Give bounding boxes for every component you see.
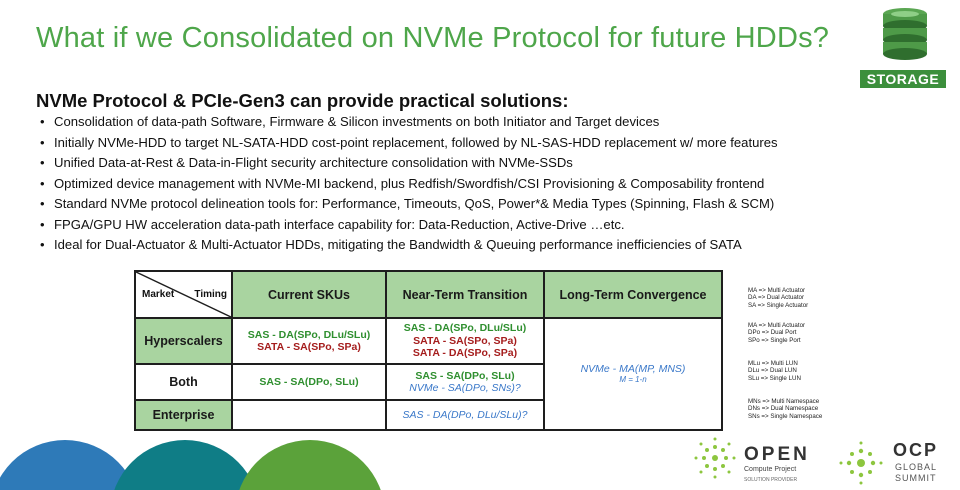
ocp-logo-word: OCP bbox=[893, 440, 939, 460]
market-timing-table bbox=[134, 270, 723, 431]
bullet-item: • Unified Data-at-Rest & Data-in-Flight security architecture consolidation with NVMe-SSDs bbox=[40, 153, 778, 174]
open-logo-sub2: SOLUTION PROVIDER bbox=[744, 477, 798, 483]
row-label-both: Both bbox=[135, 364, 232, 400]
decorative-circle-green bbox=[235, 440, 385, 490]
bullet-item: • FPGA/GPU HW acceleration data-path interface capability for: Data-Reduction, Active-Drive …etc. bbox=[40, 215, 778, 236]
legend-group-actuators bbox=[748, 287, 808, 309]
cell-line: SATA - DA(SPo, SPa) bbox=[412, 347, 518, 360]
slide-subtitle: NVMe Protocol & PCIe-Gen3 can provide practical solutions: bbox=[36, 90, 569, 111]
bullet-item: • Ideal for Dual-Actuator & Multi-Actuator HDDs, mitigating the Bandwidth & Queuing performance inefficiencies of SATA bbox=[40, 235, 778, 256]
legend-item: SA => Single Actuator bbox=[748, 301, 809, 309]
bullet-item: • Standard NVMe protocol delineation tools for: Performance, Timeouts, QoS, Power*& Media Types (Spinning, Flash & SCM) bbox=[40, 194, 778, 215]
bullet-item: • Optimized device management with NVMe-MI backend, plus Redfish/Swordfish/CSI Provisioning & Composability frontend bbox=[40, 174, 778, 195]
legend-item: MA => Multi Actuator bbox=[748, 287, 806, 294]
storage-badge: STORAGE bbox=[860, 70, 946, 88]
corner-timing-label: Timing bbox=[194, 289, 227, 300]
cell-line: NVMe - MA(MP, MNS) bbox=[580, 362, 686, 375]
legend-item: SNs => Single Namespace bbox=[748, 412, 823, 420]
legend-item: MLu => Multi LUN bbox=[748, 360, 798, 367]
database-icon bbox=[880, 6, 930, 64]
cell-hyperscalers-near bbox=[386, 318, 544, 364]
header-long-term: Long-Term Convergence bbox=[544, 271, 722, 318]
legend-item: DLu => Dual LUN bbox=[748, 367, 797, 375]
legend-item: SPo => Single Port bbox=[748, 336, 801, 344]
open-compute-logo bbox=[692, 435, 832, 485]
legend-item: DPo => Dual Port bbox=[748, 329, 797, 337]
legend-item: MA => Multi Actuator bbox=[748, 322, 806, 329]
legend-group-namespaces bbox=[748, 398, 822, 420]
cell-line: NVMe - SA(DPo, SNs)? bbox=[409, 382, 521, 394]
legend-item: DNs => Dual Namespace bbox=[748, 405, 819, 413]
open-logo-sub: Compute Project bbox=[744, 466, 797, 473]
bullet-list bbox=[40, 112, 778, 256]
cell-long-term-convergence bbox=[544, 318, 722, 430]
cell-enterprise-current bbox=[232, 400, 386, 430]
legend-group-ports bbox=[748, 322, 805, 344]
corner-market-label: Market bbox=[142, 289, 175, 300]
header-current-skus: Current SKUs bbox=[232, 271, 386, 318]
ocp-logo-line2: SUMMIT bbox=[895, 473, 937, 483]
open-logo-word: OPEN bbox=[744, 444, 810, 465]
open-compute-sunburst-icon bbox=[692, 435, 738, 481]
row-label-hyperscalers: Hyperscalers bbox=[135, 318, 232, 364]
cell-hyperscalers-current bbox=[232, 318, 386, 364]
cell-line: SATA - SA(SPo, SPa) bbox=[413, 334, 517, 347]
cell-line: SAS - DA(SPo, DLu/SLu) bbox=[403, 322, 527, 335]
slide-title: What if we Consolidated on NVMe Protocol for future HDDs? bbox=[36, 22, 830, 54]
legend-item: SLu => Single LUN bbox=[748, 374, 801, 382]
cell-line: SATA - SA(SPo, SPa) bbox=[257, 341, 361, 353]
bullet-item: • Consolidation of data-path Software, Firmware & Silicon investments on both Initiator and Target devices bbox=[40, 112, 778, 133]
legend-group-luns bbox=[748, 360, 801, 382]
cell-line: SAS - DA(SPo, DLu/SLu) bbox=[247, 328, 371, 341]
ocp-logo-line1: GLOBAL bbox=[895, 462, 938, 472]
ocp-global-summit-logo bbox=[838, 438, 948, 488]
cell-line: SAS - SA(DPo, SLu) bbox=[415, 369, 515, 382]
decorative-circle-teal bbox=[110, 440, 260, 490]
table-corner-cell bbox=[135, 271, 232, 318]
cell-both-near bbox=[386, 364, 544, 400]
cell-enterprise-near bbox=[386, 400, 544, 430]
cell-line: SAS - SA(DPo, SLu) bbox=[259, 375, 359, 388]
legend-item: DA => Dual Actuator bbox=[748, 294, 805, 302]
header-near-term: Near-Term Transition bbox=[386, 271, 544, 318]
ocp-sunburst-icon bbox=[838, 440, 884, 486]
cell-line: SAS - DA(DPo, DLu/SLu)? bbox=[402, 408, 528, 421]
row-label-enterprise: Enterprise bbox=[135, 400, 232, 430]
bullet-item: • Initially NVMe-HDD to target NL-SATA-HDD cost-point replacement, followed by NL-SAS-HDD replacement w/ more features bbox=[40, 133, 778, 154]
legend-item: MNs => Multi Namespace bbox=[748, 398, 820, 405]
cell-note: M = 1-n bbox=[619, 375, 647, 385]
cell-both-current bbox=[232, 364, 386, 400]
